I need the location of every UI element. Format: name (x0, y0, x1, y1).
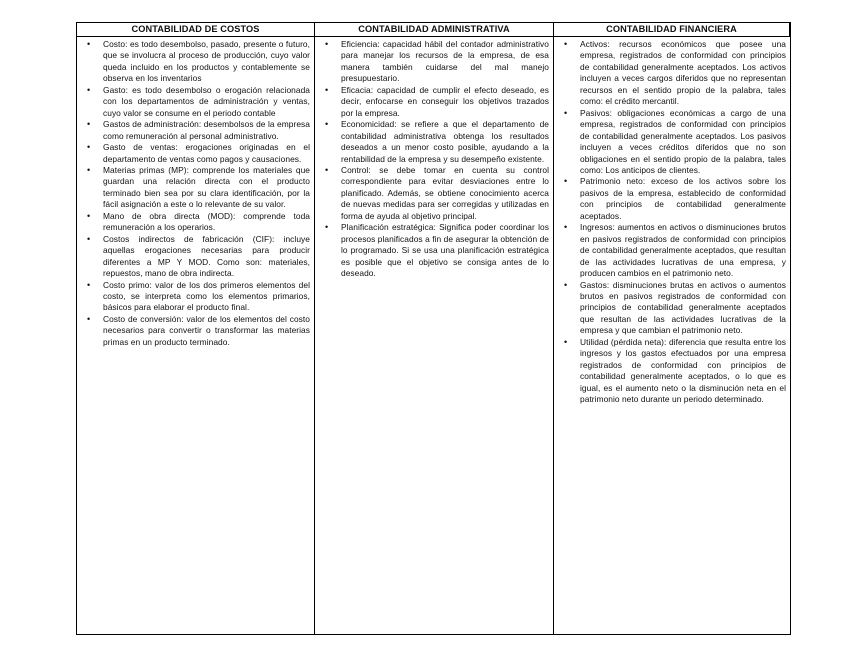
costos-list (77, 37, 314, 348)
list-item: • Costo primo: valor de los dos primeros elementos del costo, se interpreta como los elementos primarios, básicos para elaborar el producto final. (81, 280, 310, 314)
list-item: • Patrimonio neto: exceso de los activos sobre los pasivos de la empresa, establecido de conformidad con principios de contabilidad generalmente aceptados. (558, 176, 786, 222)
column-costos (77, 37, 315, 634)
list-item: • Gasto de ventas: erogaciones originadas en el departamento de ventas como pagos y causaciones. (81, 142, 310, 165)
list-item: • Gastos: disminuciones brutas en activos o aumentos brutos en pasivos registrados de conformidad con principios de contabilidad generalmente aceptados que resultan de las actividades lucrativas de la empresa y que cambian el patrimonio neto. (558, 280, 786, 337)
list-item: • Materias primas (MP): comprende los materiales que guardan una relación directa con el producto terminado bien sea por su clara identificación, por la fácil asignación a este o lo relevante de su valor. (81, 165, 310, 211)
financiera-list (554, 37, 790, 406)
column-administrativa (315, 37, 554, 634)
list-item: • Activos: recursos económicos que posee una empresa, registrados de conformidad con principios de contabilidad generalmente aceptados. Los activos incluyen a veces cargos diferidos que no representan recursos en el sentido propio de la palabra, tales como: el crédito mercantil. (558, 39, 786, 108)
list-item: • Mano de obra directa (MOD): comprende toda remuneración a los operarios. (81, 211, 310, 234)
administrativa-list (315, 37, 553, 280)
list-item: • Utilidad (pérdida neta): diferencia que resulta entre los ingresos y los gastos efectuados por una empresa registrados de conformidad con principios de contabilidad generalmente aceptados, o lo que es igual, es el aumento neto o la disminución neta en el patrimonio neto durante un periodo determinado. (558, 337, 786, 406)
header-contabilidad-costos: CONTABILIDAD DE COSTOS (77, 23, 315, 37)
list-item: • Eficiencia: capacidad hábil del contador administrativo para manejar los recursos de la empresa, de esa manera también cuidarse del mal manejo presupuestario. (319, 39, 549, 85)
list-item: • Costo de conversión: valor de los elementos del costo necesarios para convertir o transformar las materias primas en un producto terminado. (81, 314, 310, 348)
list-item: • Control: se debe tomar en cuenta su control correspondiente para evitar desviaciones entre lo planificado. Además, se obtiene conocimiento acerca de nuevas medidas para ser corregidas y utilizadas en forma de ayuda al objetivo principal. (319, 165, 549, 222)
column-financiera (554, 37, 790, 634)
list-item: • Costos indirectos de fabricación (CIF): incluye aquellas erogaciones necesarias para producir diferentes a MP Y MOD. Como son: materiales, repuestos, mano de obra indirecta. (81, 234, 310, 280)
list-item: • Planificación estratégica: Significa poder coordinar los procesos planificados a fin de asegurar la obtención de lo programado. Si se usa una planificación estratégica es posible que el objetivo se consiga antes de lo deseado. (319, 222, 549, 279)
list-item: • Economicidad: se refiere a que el departamento de contabilidad administrativa obtenga los resultados deseados a un menor costo posible, ayudando a la rentabilidad de la empresa y su desempeño existente. (319, 119, 549, 165)
header-contabilidad-financiera: CONTABILIDAD FINANCIERA (554, 23, 790, 37)
list-item: • Eficacia: capacidad de cumplir el efecto deseado, es decir, enfocarse en conseguir los objetivos trazados por la empresa. (319, 85, 549, 119)
list-item: • Gasto: es todo desembolso o erogación relacionada con los departamentos de administración y ventas, cuyo valor se consume en el periodo contable (81, 85, 310, 119)
list-item: • Costo: es todo desembolso, pasado, presente o futuro, que se involucra al proceso de producción, cuyo valor queda incluido en los productos y contablemente se observa en los inventarios (81, 39, 310, 85)
comparison-table (76, 22, 791, 635)
list-item: • Gastos de administración: desembolsos de la empresa como remuneración al personal administrativo. (81, 119, 310, 142)
header-contabilidad-administrativa: CONTABILIDAD ADMINISTRATIVA (315, 23, 554, 37)
list-item: • Ingresos: aumentos en activos o disminuciones brutos en pasivos registrados de conformidad con principios de contabilidad generalmente aceptados, que resultan de las actividades lucrativas de una empresa, y producen cambios en el patrimonio neto. (558, 222, 786, 279)
list-item: • Pasivos: obligaciones económicas a cargo de una empresa, registrados de conformidad con principios de contabilidad generalmente aceptados. Los pasivos incluyen a veces créditos diferidos que no son obligaciones en el sentido propio de la palabra, tales como: Los anticipos de clientes. (558, 108, 786, 177)
